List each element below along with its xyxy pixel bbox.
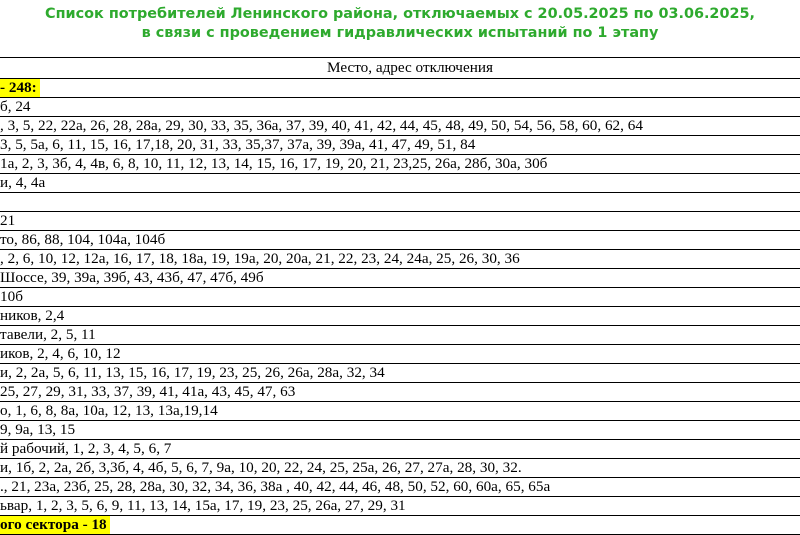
- address-text: , 2, 6, 10, 12, 12а, 16, 17, 18, 18а, 19, 19а, 20, 20а, 21, 22, 23, 24, 24а, 25, 26, 30, 36: [0, 250, 520, 267]
- table-row: [0, 231, 800, 250]
- table-row: [0, 402, 800, 421]
- address-text: о, 1, 6, 8, 8а, 10а, 12, 13, 13а,19,14: [0, 402, 218, 419]
- address-text: и, 2, 2а, 5, 6, 11, 13, 15, 16, 17, 19, 23, 25, 26, 26а, 28а, 32, 34: [0, 364, 385, 381]
- table-row: [0, 459, 800, 478]
- table-header: Место, адрес отключения: [0, 57, 800, 79]
- table-row: [0, 250, 800, 269]
- address-text: й рабочий, 1, 2, 3, 4, 5, 6, 7: [0, 440, 172, 457]
- table-row: [0, 345, 800, 364]
- table-row: [0, 193, 800, 212]
- document-title: [0, 5, 800, 43]
- table-row: [0, 307, 800, 326]
- table-row: [0, 288, 800, 307]
- table-row: [0, 326, 800, 345]
- table-row: [0, 478, 800, 497]
- address-text: 25, 27, 29, 31, 33, 37, 39, 41, 41а, 43, 45, 47, 63: [0, 383, 296, 400]
- address-text: 3, 5, 5а, 6, 11, 15, 16, 17,18, 20, 31, 33, 35,37, 37а, 39, 39а, 41, 47, 49, 51, 84: [0, 136, 476, 153]
- address-text: 21: [0, 212, 16, 229]
- table-row: [0, 383, 800, 402]
- table-row: [0, 497, 800, 516]
- address-text: Шоссе, 39, 39а, 39б, 43, 43б, 47, 47б, 49б: [0, 269, 264, 286]
- address-text: 9, 9а, 13, 15: [0, 421, 76, 438]
- table-row: [0, 269, 800, 288]
- table-body: [0, 79, 800, 535]
- address-text: тавели, 2, 5, 11: [0, 326, 96, 343]
- table-row-section-heading: [0, 516, 800, 535]
- address-text: иков, 2, 4, 6, 10, 12: [0, 345, 121, 362]
- table-row-section-heading: [0, 79, 800, 98]
- address-text: то, 86, 88, 104, 104а, 104б: [0, 231, 166, 248]
- table-row: [0, 174, 800, 193]
- table-row: [0, 117, 800, 136]
- address-text: ников, 2,4: [0, 307, 65, 324]
- address-text: 1а, 2, 3, 3б, 4, 4в, 6, 8, 10, 11, 12, 13, 14, 15, 16, 17, 19, 20, 21, 23,25, 26а, 28б, 30а, 30б: [0, 155, 548, 172]
- address-text: б, 24: [0, 98, 31, 115]
- table-row: [0, 440, 800, 459]
- address-text: и, 4, 4а: [0, 174, 46, 191]
- section-heading-label: ого сектора - 18: [0, 516, 110, 534]
- table-row: [0, 155, 800, 174]
- title-line-1: Список потребителей Ленинского района, отключаемых с 20.05.2025 по 03.06.2025,: [45, 6, 755, 22]
- table-row: [0, 364, 800, 383]
- title-line-2: в связи с проведением гидравлических испытаний по 1 этапу: [141, 25, 659, 41]
- address-text: и, 1б, 2, 2а, 2б, 3,3б, 4, 4б, 5, 6, 7, 9а, 10, 20, 22, 24, 25, 25а, 26, 27, 27а, 28, 30, 32.: [0, 459, 522, 476]
- address-text: , 3, 5, 22, 22а, 26, 28, 28а, 29, 30, 33, 35, 36а, 37, 39, 40, 41, 42, 44, 45, 48, 49, 50, 54, 56, 58, 60, 62, 64: [0, 117, 643, 134]
- section-heading-label: - 248:: [0, 79, 40, 97]
- table-row: [0, 421, 800, 440]
- address-text: 10б: [0, 288, 23, 305]
- table-row: [0, 98, 800, 117]
- address-text: ., 21, 23а, 23б, 25, 28, 28а, 30, 32, 34, 36, 38а , 40, 42, 44, 46, 48, 50, 52, 60, 60а, 65, 65а: [0, 478, 551, 495]
- address-table: [0, 57, 800, 535]
- address-text: ьвар, 1, 2, 3, 5, 6, 9, 11, 13, 14, 15а, 17, 19, 23, 25, 26а, 27, 29, 31: [0, 497, 406, 514]
- table-row: [0, 212, 800, 231]
- table-row: [0, 136, 800, 155]
